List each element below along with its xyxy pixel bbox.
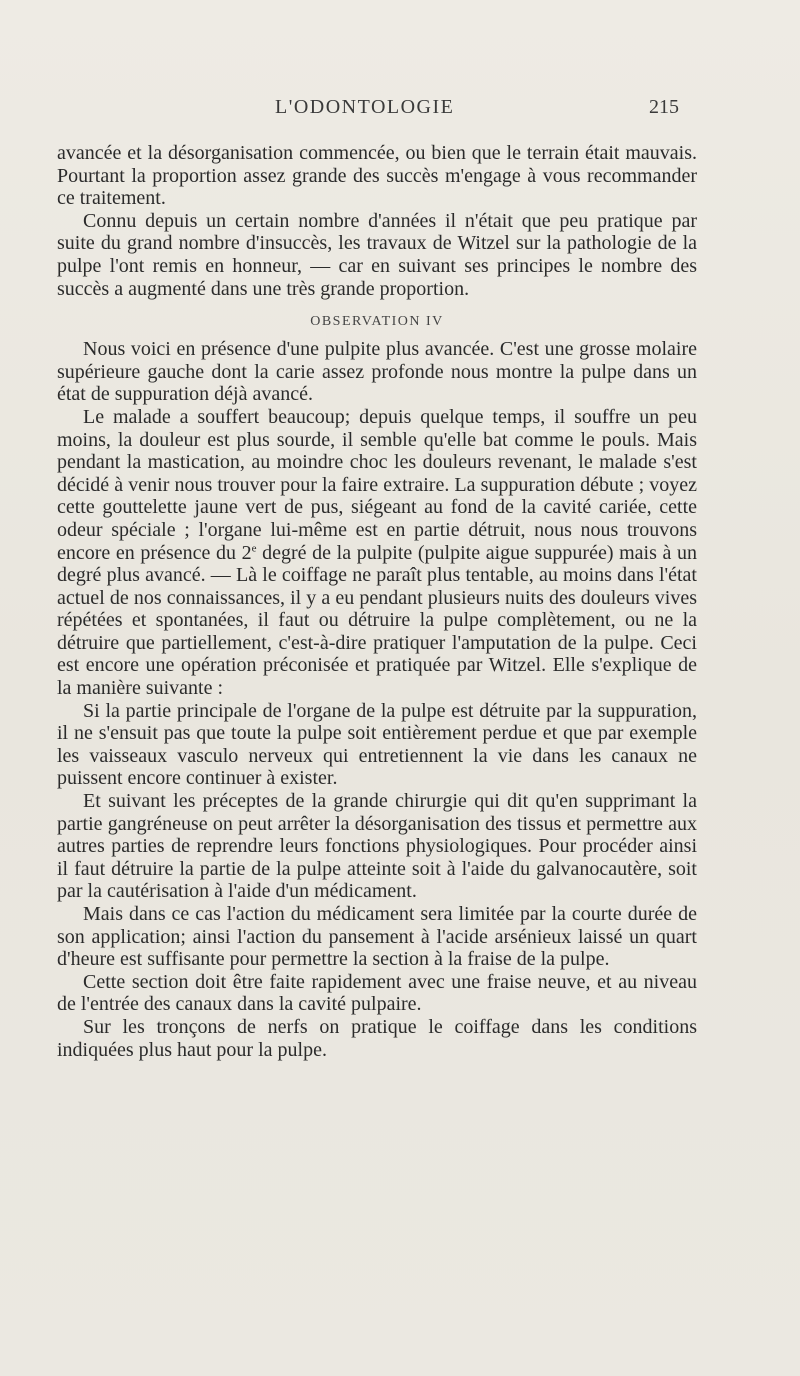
paragraph-2: Connu depuis un certain nombre d'années il n'était que peu pratique par suite du grand nombre d'insuccès, les travaux de Witzel sur la pathologie de la pulpe l'ont remis en honneur, — car en suivant ses principes le nombre des succès a augmenté dans une très grande proportion. (57, 209, 697, 300)
paragraph-4-part-1: Le malade a souffert beaucoup; depuis quelque temps, il souffre un peu moins, la douleur est plus sourde, il semble qu'elle bat comme le pouls. Mais pendant la mastication, au moindre choc les douleurs revenant, le malade s'est décidé à venir nous trouver pour la faire extraire. La suppuration débute ; voyez cette gouttelette jaune vert de pus, siégeant au fond de la cavité cariée, cette odeur spéciale ; l'organe lui-même est en partie détruit, nous nous trouvons encore en présence du 2 (57, 405, 697, 564)
paragraph-1: avancée et la désorganisation commencée, ou bien que le terrain était mauvais. Pourtant la proportion assez grande des succès m'engage à vous recommander ce traitement. (57, 142, 697, 210)
paragraph-4-part-2: degré de la pulpite (pulpite aigue suppurée) mais à un degré plus avancé. — Là le coiffage ne paraît plus tentable, au moins dans l'état actuel de nos connaissances, il y a eu pendant plusieurs nuits des douleurs vives répétées et spontanées, il faut ou détruire la pulpe complètement, ou ne la détruire que partiellement, c'est-à-dire pratiquer l'amputation de la pulpe. Ceci est encore une opération préconisée et pratiquée par Witzel. Elle s'explique de la manière suivante : (57, 541, 698, 700)
running-head (0, 96, 800, 126)
section-title: OBSERVATION IV (310, 314, 444, 330)
page-number: 215 (649, 96, 679, 118)
paragraph-8: Cette section doit être faite rapidement avec une fraise neuve, et au niveau de l'entrée des canaux dans la cavité pulpaire. (57, 970, 697, 1016)
paragraph-5: Si la partie principale de l'organe de la pulpe est détruite par la suppuration, il ne s'ensuit pas que toute la pulpe soit entièrement perdue et que par exemple les vaisseaux vasculo nerveux qui entretiennent la vie dans les canaux ne puissent encore continuer à exister. (57, 699, 697, 790)
paragraph-4 (57, 406, 697, 700)
paragraph-3: Nous voici en présence d'une pulpite plus avancée. C'est une grosse molaire supérieure gauche dont la carie assez profonde nous montre la pulpe dans un état de suppuration déjà avancé. (57, 338, 697, 406)
paragraph-6: Et suivant les préceptes de la grande chirurgie qui dit qu'en supprimant la partie gangréneuse on peut arrêter la désorganisation des tissus et permettre aux autres parties de reprendre leurs fonctions physiologiques. Pour procéder ainsi il faut détruire la partie de la pulpe atteinte soit à l'aide du galvanocautère, soit par la cautérisation à l'aide d'un médicament. (57, 790, 697, 903)
paragraph-7: Mais dans ce cas l'action du médicament sera limitée par la courte durée de son application; ainsi l'action du pansement à l'acide arsénieux laissé un quart d'heure est suffisante pour permettre la section à la fraise de la pulpe. (57, 903, 697, 971)
body-text (57, 142, 697, 1061)
running-title: L'ODONTOLOGIE (275, 96, 455, 118)
paragraph-9: Sur les tronçons de nerfs on pratique le coiffage dans les conditions indiquées plus haut pour la pulpe. (57, 1015, 697, 1061)
ordinal-superscript: e (251, 541, 257, 554)
